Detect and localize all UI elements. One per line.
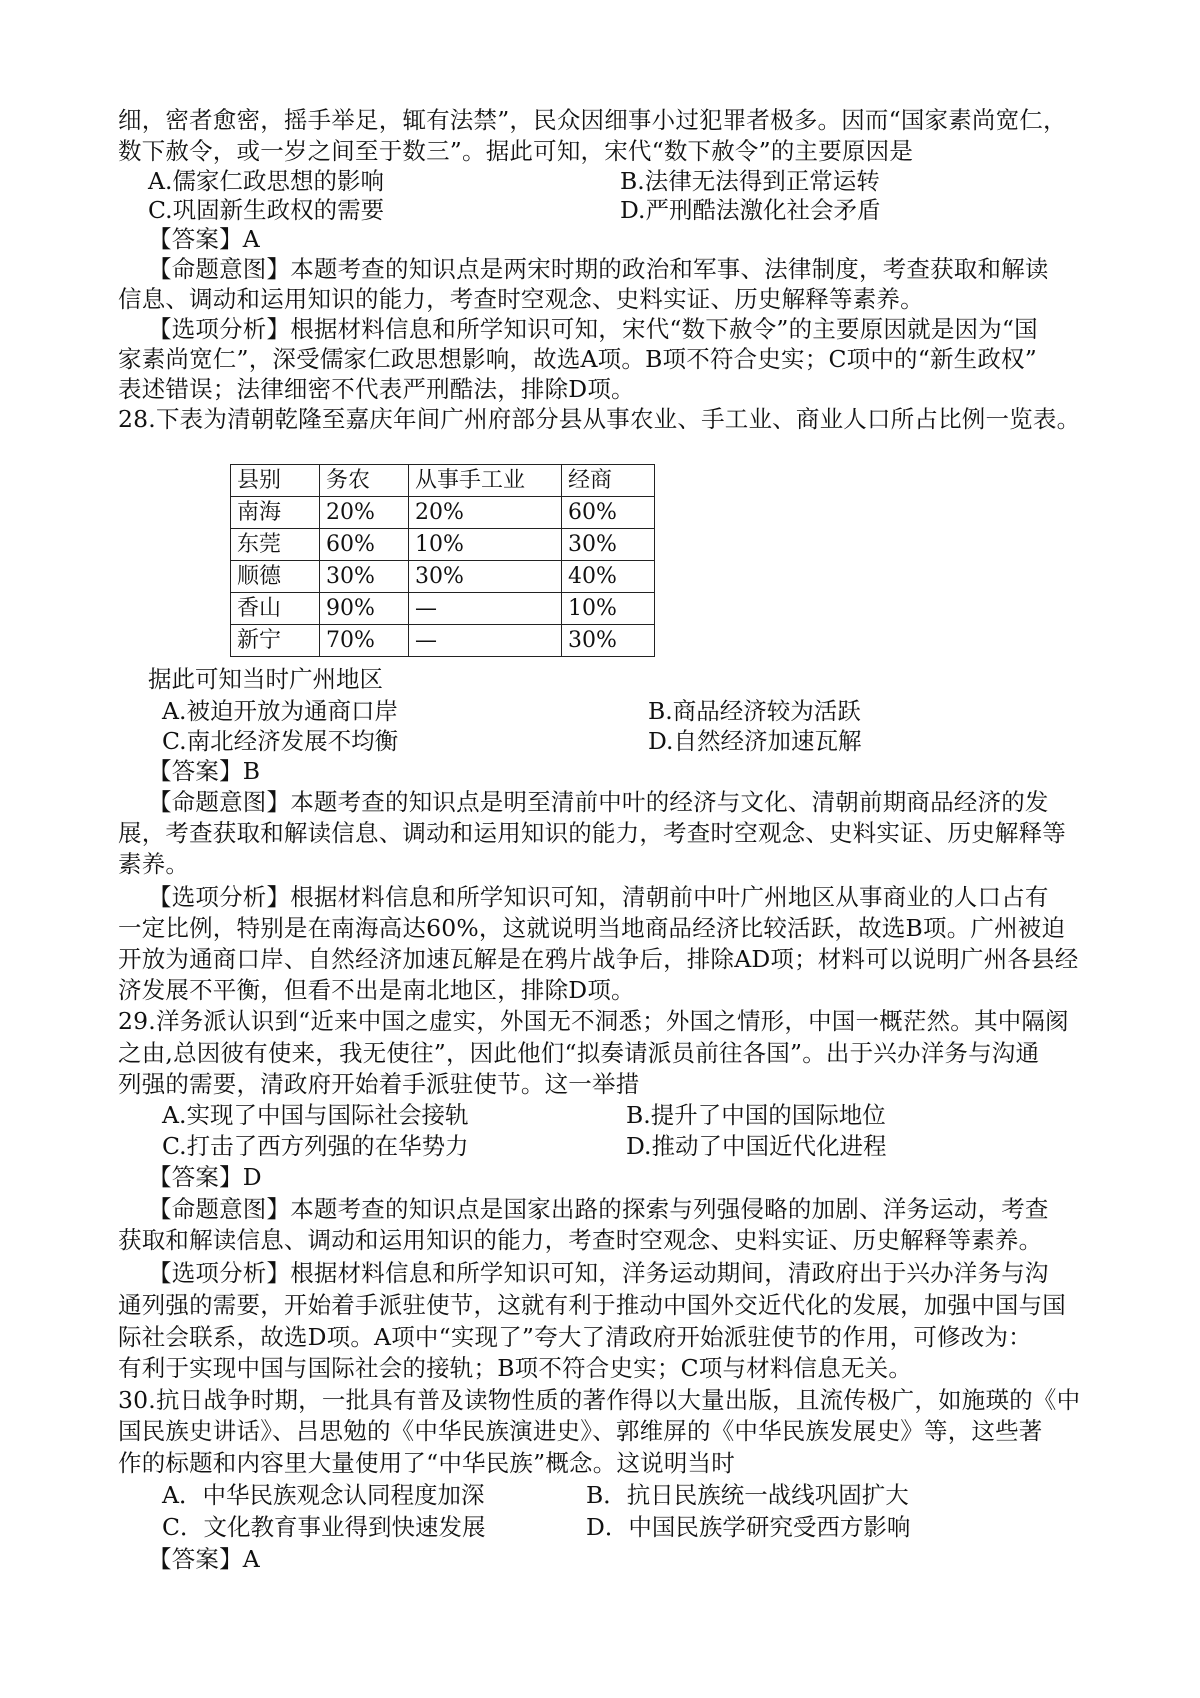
table-cell: 南海 — [231, 497, 320, 529]
table-cell: 30% — [320, 561, 409, 593]
q28-analysis-line: 开放为通商口岸、自然经济加速瓦解是在鸦片战争后，排除AD项；材料可以说明广州各县经 — [118, 945, 1079, 973]
table-cell: 70% — [320, 625, 409, 657]
q27-intent-line: 【命题意图】本题考查的知识点是两宋时期的政治和军事、法律制度，考查获取和解读 — [148, 255, 1049, 283]
table-header-cell: 经商 — [562, 465, 655, 497]
table-row — [231, 593, 655, 625]
q29-stem-line: 之由,总因彼有使来，我无使往”，因此他们“拟奏请派员前往各国”。出于兴办洋务与沟通 — [118, 1039, 1040, 1067]
table-cell: 30% — [409, 561, 562, 593]
q27-answer: 【答案】A — [148, 225, 260, 253]
q28-population-table — [230, 464, 655, 657]
table-cell: 10% — [562, 593, 655, 625]
q28-stem: 28.下表为清朝乾隆至嘉庆年间广州府部分县从事农业、手工业、商业人口所占比例一览表。 — [118, 405, 1081, 433]
table-row — [231, 497, 655, 529]
q27-analysis-line: 表述错误；法律细密不代表严刑酷法，排除D项。 — [118, 375, 635, 403]
table-cell: 20% — [320, 497, 409, 529]
q27-stem-line: 数下赦令，或一岁之间至于数三”。据此可知，宋代“数下赦令”的主要原因是 — [118, 137, 914, 165]
q28-intent-line: 素养。 — [118, 850, 190, 878]
q29-option-c: C.打击了西方列强的在华势力 — [162, 1132, 469, 1160]
table-header-row — [231, 465, 655, 497]
table-cell: — — [409, 593, 562, 625]
q28-analysis-line: 一定比例，特别是在南海高达60%，这就说明当地商品经济比较活跃，故选B项。广州被迫 — [118, 914, 1066, 942]
q28-analysis-line: 【选项分析】根据材料信息和所学知识可知，清朝前中叶广州地区从事商业的人口占有 — [148, 883, 1049, 911]
q28-analysis-line: 济发展不平衡，但看不出是南北地区，排除D项。 — [118, 976, 635, 1004]
q29-analysis-line: 【选项分析】根据材料信息和所学知识可知，洋务运动期间，清政府出于兴办洋务与沟 — [148, 1259, 1049, 1287]
q29-option-d: D.推动了中国近代化进程 — [626, 1132, 887, 1160]
q27-analysis-line: 家素尚宽仁”，深受儒家仁政思想影响，故选A项。B项不符合史实；C项中的“新生政权” — [118, 345, 1037, 373]
table-cell: 10% — [409, 529, 562, 561]
q30-option-d: D．中国民族学研究受西方影响 — [586, 1513, 911, 1541]
q28-option-a: A.被迫开放为通商口岸 — [162, 697, 398, 725]
q30-option-a: A．中华民族观念认同程度加深 — [162, 1481, 485, 1509]
q27-stem-line: 细，密者愈密，摇手举足，辄有法禁”，民众因细事小过犯罪者极多。因而“国家素尚宽仁， — [118, 106, 1067, 134]
table-cell: 30% — [562, 529, 655, 561]
q29-intent-line: 获取和解读信息、调动和运用知识的能力，考查时空观念、史料实证、历史解释等素养。 — [118, 1226, 1043, 1254]
table-cell: 30% — [562, 625, 655, 657]
q29-answer: 【答案】D — [148, 1163, 262, 1191]
q30-stem-line: 作的标题和内容里大量使用了“中华民族”概念。这说明当时 — [118, 1449, 735, 1477]
table-cell: — — [409, 625, 562, 657]
q28-option-c: C.南北经济发展不均衡 — [162, 727, 399, 755]
q28-intent-line: 【命题意图】本题考查的知识点是明至清前中叶的经济与文化、清朝前期商品经济的发 — [148, 788, 1049, 816]
table-cell: 香山 — [231, 593, 320, 625]
q28-after-table: 据此可知当时广州地区 — [148, 665, 383, 693]
q27-option-d: D.严刑酷法激化社会矛盾 — [620, 196, 881, 224]
q29-analysis-line: 有利于实现中国与国际社会的接轨；B项不符合史实；C项与材料信息无关。 — [118, 1354, 913, 1382]
q29-option-a: A.实现了中国与国际社会接轨 — [162, 1101, 469, 1129]
table-header-cell: 务农 — [320, 465, 409, 497]
q30-stem-line: 30.抗日战争时期，一批具有普及读物性质的著作得以大量出版，且流传极广，如施瑛的《中 — [118, 1386, 1081, 1414]
q27-analysis-line: 【选项分析】根据材料信息和所学知识可知，宋代“数下赦令”的主要原因就是因为“国 — [148, 315, 1038, 343]
table-cell: 新宁 — [231, 625, 320, 657]
table-cell: 60% — [562, 497, 655, 529]
table-row — [231, 625, 655, 657]
q28-option-d: D.自然经济加速瓦解 — [648, 727, 862, 755]
q30-stem-line: 国民族史讲话》、吕思勉的《中华民族演进史》、郭维屏的《中华民族发展史》等，这些著 — [118, 1417, 1043, 1445]
q29-analysis-line: 通列强的需要，开始着手派驻使节，这就有利于推动中国外交近代化的发展，加强中国与国 — [118, 1291, 1066, 1319]
q27-option-a: A.儒家仁政思想的影响 — [148, 167, 384, 195]
table-cell: 东莞 — [231, 529, 320, 561]
q29-analysis-line: 际社会联系，故选D项。A项中“实现了”夸大了清政府开始派驻使节的作用，可修改为： — [118, 1323, 1032, 1351]
q28-option-b: B.商品经济较为活跃 — [648, 697, 861, 725]
table-cell: 90% — [320, 593, 409, 625]
table-row — [231, 561, 655, 593]
table-cell: 20% — [409, 497, 562, 529]
q29-stem-line: 29.洋务派认识到“近来中国之虚实，外国无不洞悉；外国之情形，中国一概茫然。其中隔阂 — [118, 1007, 1069, 1035]
q27-option-c: C.巩固新生政权的需要 — [148, 196, 385, 224]
q28-answer: 【答案】B — [148, 757, 261, 785]
table-cell: 顺德 — [231, 561, 320, 593]
table-header-cell: 从事手工业 — [409, 465, 562, 497]
q30-option-b: B．抗日民族统一战线巩固扩大 — [586, 1481, 909, 1509]
table-header-cell: 县别 — [231, 465, 320, 497]
q29-intent-line: 【命题意图】本题考查的知识点是国家出路的探索与列强侵略的加剧、洋务运动，考查 — [148, 1195, 1049, 1223]
q27-option-b: B.法律无法得到正常运转 — [620, 167, 880, 195]
q29-option-b: B.提升了中国的国际地位 — [626, 1101, 886, 1129]
table-cell: 40% — [562, 561, 655, 593]
table-row — [231, 529, 655, 561]
q29-stem-line: 列强的需要，清政府开始着手派驻使节。这一举措 — [118, 1070, 640, 1098]
table-cell: 60% — [320, 529, 409, 561]
q28-intent-line: 展，考查获取和解读信息、调动和运用知识的能力，考查时空观念、史料实证、历史解释等 — [118, 819, 1066, 847]
q30-option-c: C．文化教育事业得到快速发展 — [162, 1513, 486, 1541]
q27-intent-line: 信息、调动和运用知识的能力，考查时空观念、史料实证、历史解释等素养。 — [118, 285, 924, 313]
q30-answer: 【答案】A — [148, 1545, 260, 1573]
